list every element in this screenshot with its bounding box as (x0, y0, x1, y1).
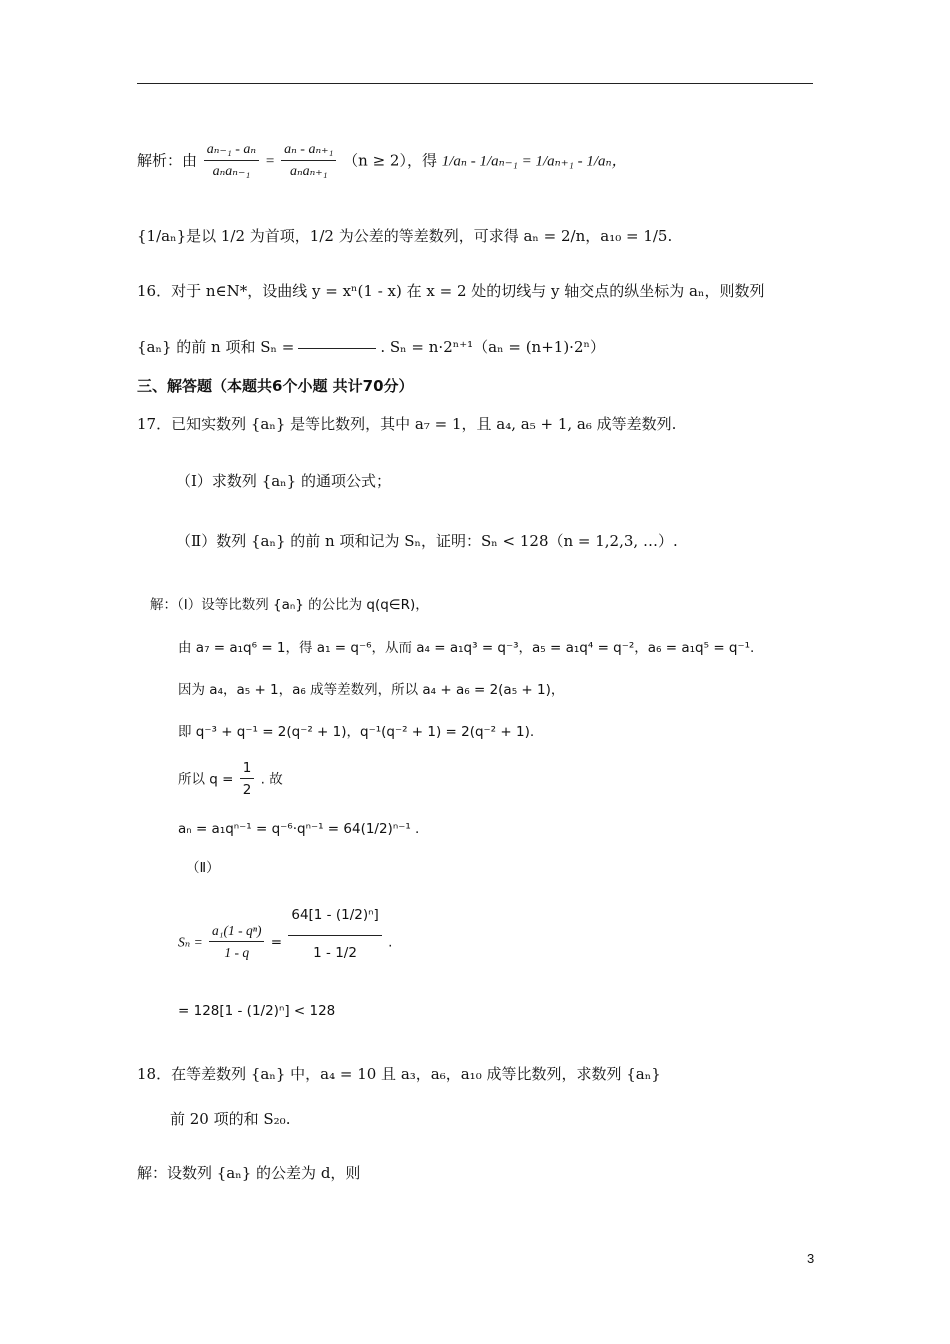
p17-sum-equals: = (270, 934, 283, 951)
p15-equals: = (265, 153, 275, 170)
page-number: 3 (807, 1251, 815, 1266)
p16-stem-line-2 (137, 336, 605, 358)
p17-solution-line-1: 解：（Ⅰ）设等比数列 {aₙ} 的公比为 q(q∈R)， (150, 597, 429, 613)
p15-result: 1/aₙ - 1/aₙ₋₁ = 1/aₙ₊₁ - 1/aₙ， (441, 153, 627, 170)
p16-answer: . Sₙ = n·2ⁿ⁺¹（aₙ = (n+1)·2ⁿ） (380, 338, 605, 356)
p15-condition: （n ≥ 2），得 (343, 151, 437, 170)
p18-stem-line-1: 18．在等差数列 {aₙ} 中，a₄ = 10 且 a₃，a₆，a₁₀ 成等比数列，求数列 {aₙ} (137, 1065, 661, 1083)
p15-prefix: 解析：由 (137, 151, 198, 170)
p17-solution-line-5 (178, 758, 283, 801)
p17-sum-bound: = 128[1 - (1/2)ⁿ] < 128 (178, 1003, 336, 1019)
p15-fraction-1-num: aₙ₋₁ - aₙ (204, 140, 259, 161)
p17-sum-period: . (388, 934, 393, 951)
p15-fraction-2-num: aₙ - aₙ₊₁ (281, 140, 336, 161)
p17-part-2: （Ⅱ）数列 {aₙ} 的前 n 项和记为 Sₙ，证明：Sₙ < 128（n = 1,2,3, …）. (176, 532, 678, 550)
p17-sum-fraction-2-num: 64[1 - (1/2)ⁿ] (288, 895, 381, 936)
p15-fraction-2-den: aₙaₙ₊₁ (289, 164, 328, 179)
p15-fraction-2 (281, 140, 336, 183)
p17-q-fraction-num: 1 (240, 758, 255, 779)
p17-part-1: （Ⅰ）求数列 {aₙ} 的通项公式； (176, 472, 391, 490)
header-rule (137, 83, 813, 84)
p17-q-fraction (240, 758, 255, 801)
p17-stem: 17．已知实数列 {aₙ} 是等比数列，其中 a₇ = 1，且 a₄, a₅ + 1, a₆ 成等差数列. (137, 415, 677, 433)
p17-general-term: aₙ = a₁qⁿ⁻¹ = q⁻⁶·qⁿ⁻¹ = 64(1/2)ⁿ⁻¹ . (178, 821, 420, 837)
p17-therefore: . 故 (260, 771, 283, 788)
p17-solution-line-2: 由 a₇ = a₁q⁶ = 1，得 a₁ = q⁻⁶，从而 a₄ = a₁q³ = q⁻³，a₅ = a₁q⁴ = q⁻²，a₆ = a₁q⁵ = q⁻¹. (178, 640, 755, 656)
p17-sum-fraction-1-den: 1 - q (224, 945, 250, 960)
p15-fraction-1-den: aₙaₙ₋₁ (212, 164, 251, 179)
p17-sum-fraction-2 (288, 895, 381, 970)
section-heading-solutions: 三、解答题（本题共6个小题 共计70分） (137, 377, 414, 395)
p17-sum-fraction-1-num: a₁(1 - qⁿ) (209, 921, 264, 942)
p15-conclusion-line: {1/aₙ}是以 1/2 为首项，1/2 为公差的等差数列，可求得 aₙ = 2/n，a₁₀ = 1/5. (137, 227, 673, 245)
p17-part-2-label: （Ⅱ） (186, 860, 220, 876)
p17-solution-line-3: 因为 a₄，a₅ + 1，a₆ 成等差数列，所以 a₄ + a₆ = 2(a₅ + 1)， (178, 682, 565, 698)
p17-sum-label: Sₙ = (178, 934, 203, 950)
p18-solution-start: 解：设数列 {aₙ} 的公差为 d，则 (137, 1164, 361, 1182)
p15-analysis-line (137, 140, 627, 183)
p17-q-value-label: 所以 q = (178, 771, 234, 788)
p16-answer-blank (298, 348, 376, 349)
p17-sum-formula (178, 907, 393, 970)
p18-stem-line-2: 前 20 项的和 S₂₀. (170, 1110, 291, 1128)
p16-sum-label: {aₙ} 的前 n 项和 Sₙ = (137, 338, 295, 356)
p17-q-fraction-den: 2 (242, 782, 252, 798)
p15-fraction-1 (204, 140, 259, 183)
p17-sum-fraction-2-den: 1 - 1/2 (313, 945, 357, 961)
p16-stem-line-1: 16．对于 n∈N*，设曲线 y = xⁿ(1 - x) 在 x = 2 处的切线与 y 轴交点的纵坐标为 aₙ，则数列 (137, 282, 765, 300)
p17-solution-line-4: 即 q⁻³ + q⁻¹ = 2(q⁻² + 1)，q⁻¹(q⁻² + 1) = 2(q⁻² + 1). (178, 724, 535, 740)
p17-sum-fraction-1 (209, 921, 264, 964)
